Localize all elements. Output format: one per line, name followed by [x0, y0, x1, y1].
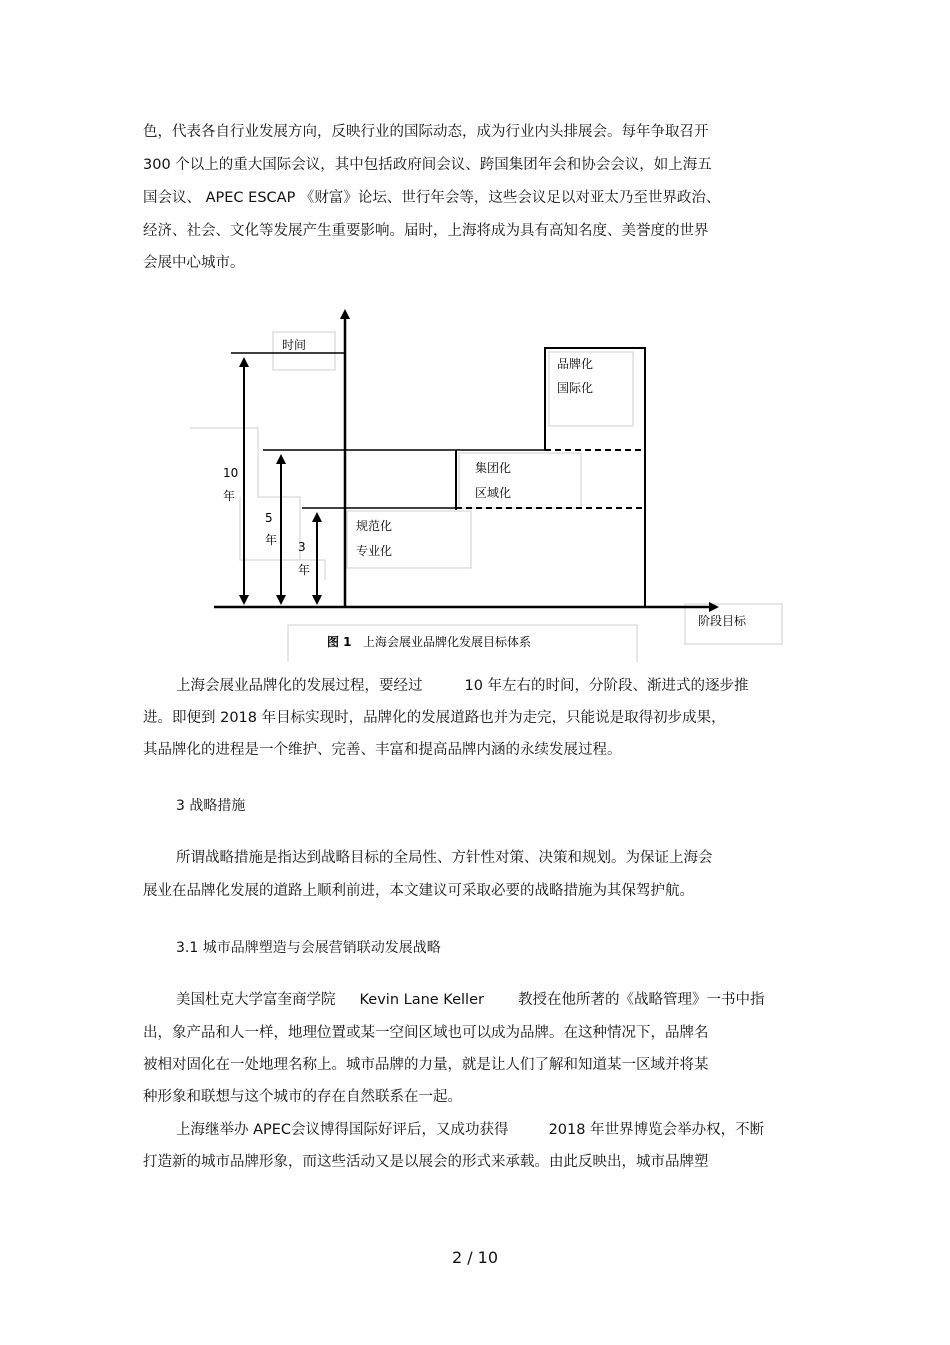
text-segment: 2018 年世界博览会举办权，不断 [548, 1122, 765, 1138]
text-segment: 上海继举办 APEC会议博得国际好评后，又成功获得 [176, 1122, 509, 1138]
body-text-line: 其品牌化的进程是一个维护、完善、丰富和提高品牌内涵的永续发展过程。 [143, 742, 622, 758]
body-text-line: 300 个以上的重大国际会议，其中包括政府间会议、跨国集团年会和协会会议，如上海五 [143, 157, 712, 173]
text-segment: 教授在他所著的《战略管理》一书中指 [517, 992, 765, 1008]
text-segment: Kevin Lane Keller [359, 992, 484, 1008]
stage3-label-line2: 国际化 [557, 381, 594, 395]
stage1-label-line2: 专业化 [356, 544, 393, 558]
body-text-line: 被相对固化在一处地理名称上。城市品牌的力量，就是让人们了解和知道某一区域并将某 [143, 1057, 709, 1073]
duration-year-char: 年 [265, 533, 278, 547]
duration-label-10: 10 [223, 466, 239, 480]
body-text-line [176, 676, 749, 696]
body-text-line: 展业在品牌化发展的道路上顺利前进，本文建议可采取必要的战略措施为其保驾护航。 [143, 883, 694, 899]
duration-year-char: 年 [298, 563, 311, 577]
body-text-line: 所谓战略措施是指达到战略目标的全局性、方针性对策、决策和规划。为保证上海会 [176, 850, 713, 866]
stage1-label-line1: 规范化 [356, 519, 393, 533]
body-text-line: 国会议、 APEC ESCAP 《财富》论坛、世行年会等，这些会议足以对亚太乃至世界政治、 [143, 190, 721, 206]
body-text-line: 色，代表各自行业发展方向，反映行业的国际动态，成为行业内头排展会。每年争取召开 [143, 124, 709, 140]
body-text-line: 出，象产品和人一样，地理位置或某一空间区域也可以成为品牌。在这种情况下，品牌名 [143, 1025, 709, 1041]
stage3-label-line1: 品牌化 [557, 357, 594, 371]
figure-caption-number: 图 1 [327, 635, 352, 649]
time-axis-label: 时间 [282, 338, 307, 352]
body-text-line: 种形象和联想与这个城市的存在自然联系在一起。 [143, 1089, 462, 1105]
subsection-heading: 3.1 城市品牌塑造与会展营销联动发展战略 [176, 940, 441, 956]
stage2-label-line2: 区域化 [475, 486, 512, 500]
duration-year-char: 年 [223, 489, 236, 503]
text-segment: 10 年左右的时间，分阶段、渐进式的逐步推 [464, 678, 749, 694]
body-text-line: 进。即便到 2018 年目标实现时，品牌化的发展道路也并为走完，只能说是取得初步成果， [143, 710, 726, 726]
body-text-line: 打造新的城市品牌形象，而这些活动又是以展会的形式来承载。由此反映出，城市品牌塑 [143, 1154, 709, 1170]
text-segment: 上海会展业品牌化的发展过程，要经过 [176, 678, 423, 694]
duration-label-3: 3 [298, 540, 306, 554]
body-text-line: 经济、社会、文化等发展产生重要影响。届时，上海将成为具有高知名度、美誉度的世界 [143, 223, 709, 239]
figure-stage-goal-diagram [190, 296, 790, 668]
stage2-label-line1: 集团化 [475, 461, 512, 475]
body-text-line [176, 1120, 764, 1140]
figure-caption-text: 上海会展业品牌化发展目标体系 [363, 635, 532, 649]
section-heading: 3 战略措施 [176, 798, 246, 814]
body-text-line [176, 990, 764, 1010]
page-number: 2 / 10 [451, 1248, 499, 1267]
duration-label-5: 5 [265, 511, 273, 525]
text-segment: 美国杜克大学富奎商学院 [176, 992, 336, 1008]
body-text-line: 会展中心城市。 [143, 255, 245, 271]
stage-axis-label: 阶段目标 [698, 614, 747, 628]
